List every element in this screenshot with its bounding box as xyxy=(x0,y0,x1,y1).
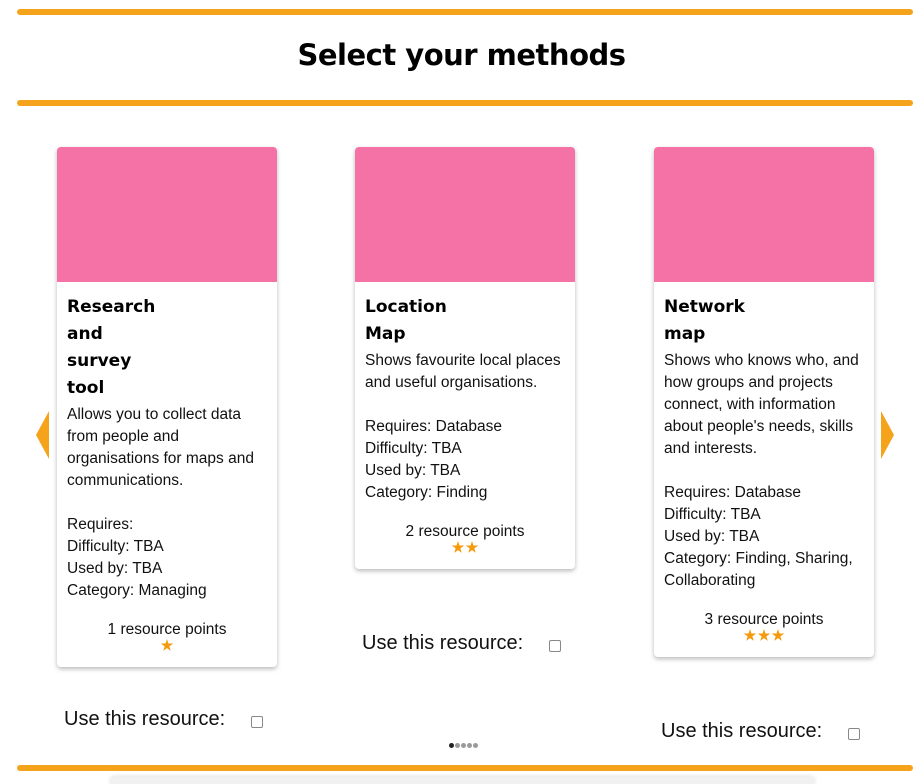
card-difficulty: Difficulty: TBA xyxy=(365,440,462,457)
star-icon xyxy=(758,629,771,642)
carousel-dot[interactable] xyxy=(473,743,478,748)
card-used-by: Used by: TBA xyxy=(664,528,760,545)
card-star-rating xyxy=(664,629,864,647)
card-difficulty: Difficulty: TBA xyxy=(664,506,761,523)
star-icon xyxy=(772,629,785,642)
star-icon xyxy=(161,639,174,652)
card-star-rating xyxy=(365,541,565,559)
carousel-next-icon[interactable] xyxy=(881,411,894,459)
card-description: Shows favourite local places and useful organisations. xyxy=(365,352,561,391)
card-category: Category: Managing xyxy=(67,582,207,599)
card-category: Category: Finding xyxy=(365,484,488,501)
use-resource-checkbox[interactable] xyxy=(251,716,263,728)
card-resource-points: 1 resource points xyxy=(107,621,227,638)
card-used-by: Used by: TBA xyxy=(365,462,461,479)
card-description: Shows who knows who, and how groups and projects connect, with information about people's needs, skills and interests. xyxy=(664,352,859,457)
card-meta xyxy=(365,416,565,504)
card-meta xyxy=(664,482,864,592)
card-requires: Requires: xyxy=(67,516,134,533)
carousel-prev-icon[interactable] xyxy=(36,411,49,459)
card-title: Research and survey tool xyxy=(67,297,156,398)
card-requires: Requires: Database xyxy=(365,418,502,435)
use-resource-row-3 xyxy=(661,720,860,743)
method-card-location-map xyxy=(355,147,575,569)
bottom-divider xyxy=(17,765,913,771)
use-resource-label: Use this resource: xyxy=(661,720,823,742)
card-meta xyxy=(67,514,267,602)
carousel-pagination xyxy=(449,743,478,748)
use-resource-checkbox[interactable] xyxy=(549,640,561,652)
star-icon xyxy=(744,629,757,642)
top-divider xyxy=(17,9,913,15)
card-image xyxy=(355,147,575,282)
use-resource-label: Use this resource: xyxy=(362,632,524,654)
footer-panel xyxy=(110,777,815,784)
use-resource-row-2 xyxy=(362,632,561,655)
card-description: Allows you to collect data from people and organisations for maps and communications. xyxy=(67,406,254,489)
method-card-research-survey-tool xyxy=(57,147,277,667)
card-title: Location Map xyxy=(365,297,447,344)
page-title: Select your methods xyxy=(297,38,626,72)
card-image xyxy=(57,147,277,282)
card-category: Category: Finding, Sharing, Collaborating xyxy=(664,550,853,589)
carousel-dot[interactable] xyxy=(461,743,466,748)
use-resource-label: Use this resource: xyxy=(64,708,226,730)
card-difficulty: Difficulty: TBA xyxy=(67,538,164,555)
card-title: Network map xyxy=(664,297,745,344)
card-resource-points: 2 resource points xyxy=(405,523,525,540)
card-star-rating xyxy=(67,639,267,657)
use-resource-row-1 xyxy=(64,708,263,731)
card-requires: Requires: Database xyxy=(664,484,801,501)
method-card-network-map xyxy=(654,147,874,657)
card-resource-points: 3 resource points xyxy=(704,611,824,628)
carousel-dot[interactable] xyxy=(449,743,454,748)
star-icon xyxy=(466,541,479,554)
use-resource-checkbox[interactable] xyxy=(848,728,860,740)
title-divider xyxy=(17,100,913,106)
carousel-dot[interactable] xyxy=(455,743,460,748)
carousel-dot[interactable] xyxy=(467,743,472,748)
card-image xyxy=(654,147,874,282)
star-icon xyxy=(452,541,465,554)
card-used-by: Used by: TBA xyxy=(67,560,163,577)
